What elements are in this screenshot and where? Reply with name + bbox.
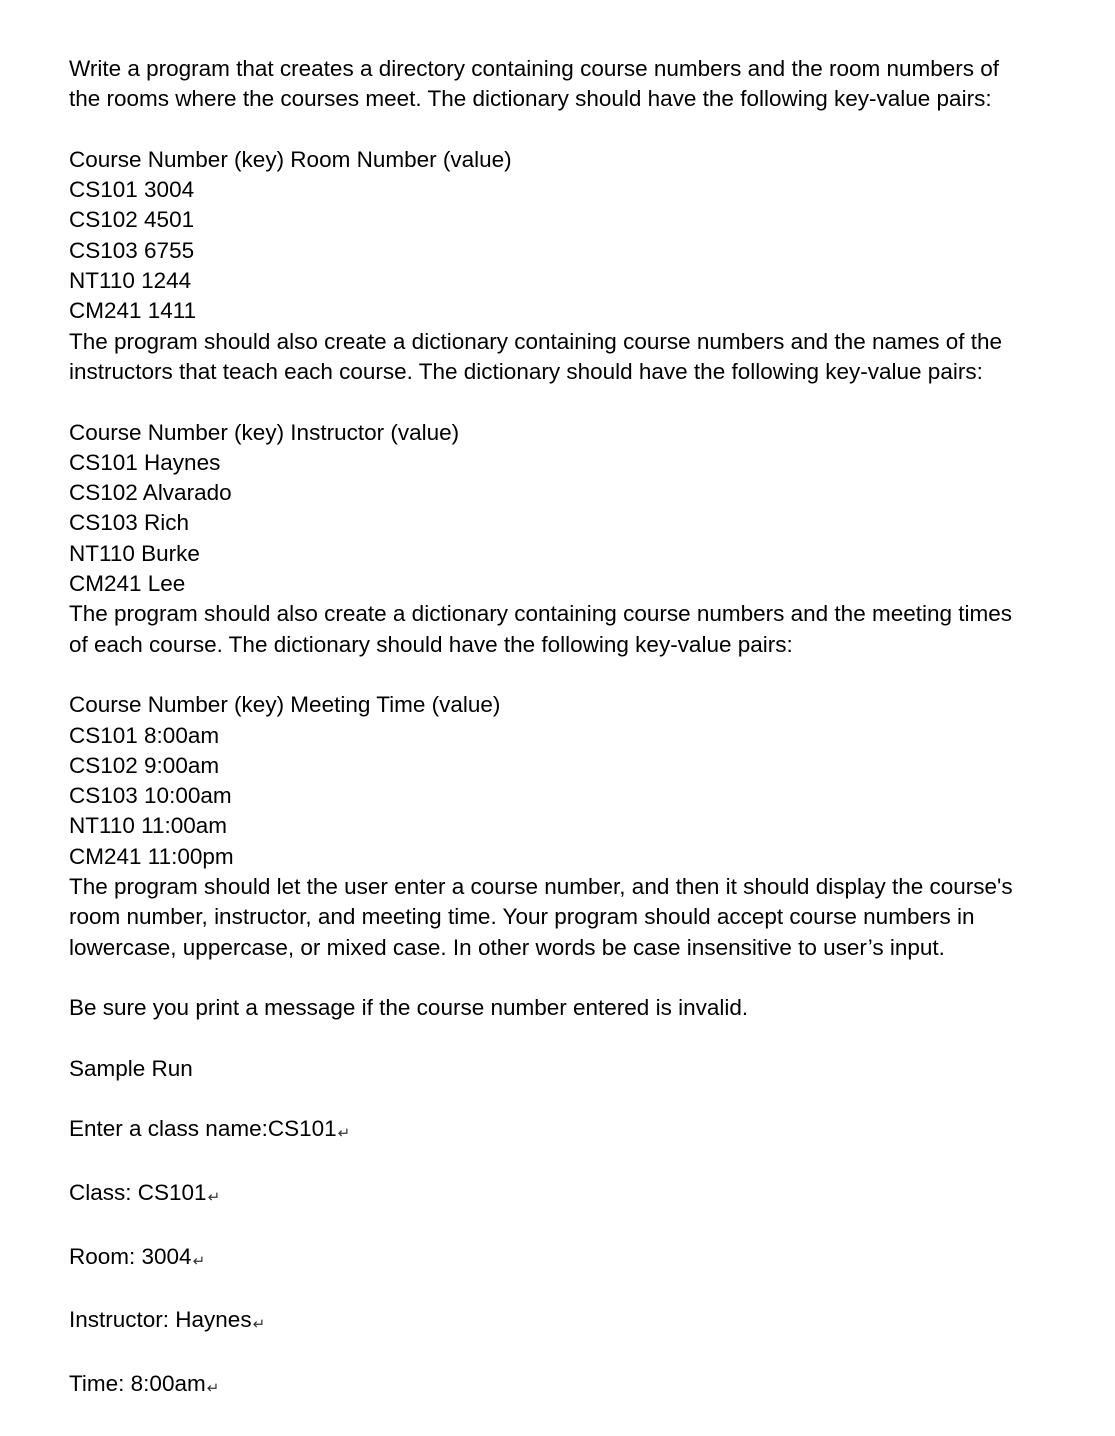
sample-run-line xyxy=(69,1178,1069,1211)
times-table-header: Course Number (key) Meeting Time (value) xyxy=(69,692,501,718)
instructors-row: CS103 Rich xyxy=(69,510,190,536)
sample-run-line xyxy=(69,1242,1069,1275)
rooms-row: CS103 6755 xyxy=(69,237,195,263)
sample-run-text: Class: CS101 xyxy=(69,1179,207,1205)
rooms-row: CS101 3004 xyxy=(69,177,195,203)
sample-run-text: Instructor: Haynes xyxy=(69,1307,252,1333)
invalid-note: Be sure you print a message if the course number entered is invalid. xyxy=(69,995,749,1021)
spacer xyxy=(69,1211,1069,1241)
instructors-row: CS102 Alvarado xyxy=(69,480,232,506)
return-icon: ↵ xyxy=(337,1125,351,1143)
spacer xyxy=(69,1338,1069,1368)
return-icon: ↵ xyxy=(192,1252,206,1270)
sample-run-heading: Sample Run xyxy=(69,1055,193,1081)
spacer xyxy=(69,963,1069,993)
document-page xyxy=(69,54,1069,1402)
instructors-row: CM241 Lee xyxy=(69,571,186,597)
times-row: CS102 9:00am xyxy=(69,752,220,778)
times-row: NT110 11:00am xyxy=(69,813,228,839)
spacer xyxy=(69,1084,1069,1114)
times-intro-line-1: The program should also create a dictionary containing course numbers and the meeting times xyxy=(69,601,1013,627)
intro-line-2: the rooms where the courses meet. The dictionary should have the following key-value pairs: xyxy=(69,86,992,112)
instructors-table-header: Course Number (key) Instructor (value) xyxy=(69,419,460,445)
sample-run-line xyxy=(69,1305,1069,1338)
return-icon: ↵ xyxy=(207,1188,221,1206)
sample-run-line xyxy=(69,1369,1069,1402)
spacer xyxy=(69,1275,1069,1305)
spacer xyxy=(69,115,1069,145)
instructors-row: CS101 Haynes xyxy=(69,449,221,475)
rooms-row: CS102 4501 xyxy=(69,207,195,233)
instructors-row: NT110 Burke xyxy=(69,540,200,566)
spacer xyxy=(69,387,1069,417)
rooms-row: CM241 1411 xyxy=(69,298,197,324)
times-row: CS101 8:00am xyxy=(69,722,220,748)
instructors-intro-line-2: instructors that teach each course. The dictionary should have the following key-value pairs: xyxy=(69,358,983,384)
sample-run-line xyxy=(69,1114,1069,1147)
lookup-line-1: The program should let the user enter a course number, and then it should display the course's xyxy=(69,874,1013,900)
instructors-intro-line-1: The program should also create a dictionary containing course numbers and the names of the xyxy=(69,328,1003,354)
sample-run-text: Time: 8:00am xyxy=(69,1370,206,1396)
spacer xyxy=(69,1148,1069,1178)
return-icon: ↵ xyxy=(252,1316,266,1334)
return-icon: ↵ xyxy=(206,1379,220,1397)
lookup-line-3: lowercase, uppercase, or mixed case. In other words be case insensitive to user’s input. xyxy=(69,934,945,960)
sample-run-text: Room: 3004 xyxy=(69,1243,192,1269)
rooms-table-header: Course Number (key) Room Number (value) xyxy=(69,146,512,172)
rooms-row: NT110 1244 xyxy=(69,268,192,294)
lookup-line-2: room number, instructor, and meeting time. Your program should accept course numbers in xyxy=(69,904,975,930)
intro-line-1: Write a program that creates a directory containing course numbers and the room numbers of xyxy=(69,56,1000,81)
times-row: CS103 10:00am xyxy=(69,783,232,809)
times-intro-line-2: of each course. The dictionary should have the following key-value pairs: xyxy=(69,631,793,657)
spacer xyxy=(69,1024,1069,1054)
spacer xyxy=(69,660,1069,690)
sample-run-text: Enter a class name:CS101 xyxy=(69,1116,337,1142)
times-row: CM241 11:00pm xyxy=(69,843,234,869)
